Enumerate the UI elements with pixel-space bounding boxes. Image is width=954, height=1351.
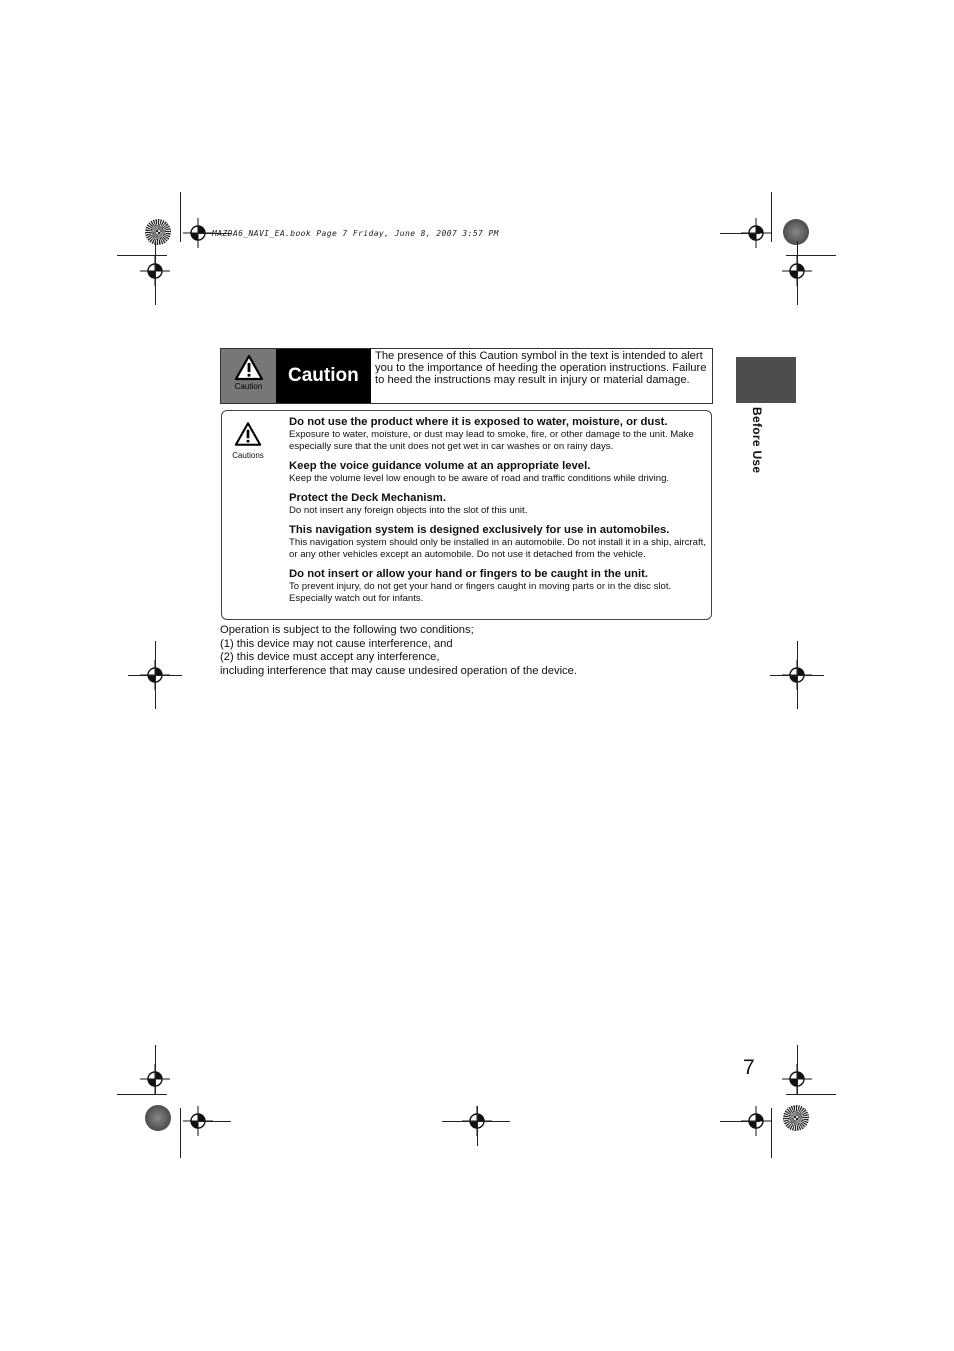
caution-item [289,492,707,517]
caution-item-heading: Protect the Deck Mechanism. [289,492,446,504]
crop-line [797,1045,798,1095]
crop-line [180,192,181,242]
cautions-icon-label: Cautions [232,451,264,460]
caution-item [289,568,707,605]
crop-line [477,1106,478,1146]
caution-title: Caution [288,365,359,386]
crop-line [155,1045,156,1095]
conditions-line: including interference that may cause undesired operation of the device. [220,664,577,677]
operating-conditions [220,624,700,678]
cautions-icon-group [232,421,264,460]
caution-icon-cell [221,349,276,403]
crop-line [720,233,760,234]
color-starburst-top-right [783,219,809,245]
crop-line [797,641,798,709]
caution-item-body: To prevent injury, do not get your hand or fingers caught in moving parts or in the disc slot. Especially watch out for infants. [289,581,672,604]
crop-line [786,1094,836,1095]
cautions-list [289,416,707,612]
conditions-line: (1) this device may not cause interference, and [220,637,453,650]
crop-line [771,192,772,242]
crop-line [180,1108,181,1158]
page-number: 7 [743,1056,755,1079]
cautions-box [221,410,712,620]
crop-line [117,1094,167,1095]
caution-item [289,524,707,561]
crop-line [155,241,156,305]
caution-header [220,348,713,404]
caution-item-body: Exposure to water, moisture, or dust may lead to smoke, fire, or other damage to the unit. Make especially sure that the unit does not get wet in car washes or on rainy days. [289,429,694,452]
crop-line [155,641,156,709]
caution-title-cell [276,349,371,403]
caution-item-heading: This navigation system is designed exclusively for use in automobiles. [289,524,670,536]
caution-description: The presence of this Caution symbol in the text is intended to alert you to the importance of heeding the operation instructions. Failure to heed the instructions may result in injury or material damage. [375,350,707,386]
warning-triangle-icon [234,421,262,447]
color-starburst-top-left [145,219,171,245]
conditions-line: Operation is subject to the following two conditions; [220,624,474,636]
section-tab-label: Before Use [750,407,764,474]
crop-line [195,1121,231,1122]
conditions-line: (2) this device must accept any interference, [220,651,440,664]
crop-line [720,1121,760,1122]
caution-item-heading: Do not insert or allow your hand or fingers to be caught in the unit. [289,568,648,580]
section-tab [736,357,796,403]
caution-item [289,460,707,485]
caution-icon-label: Caution [234,382,263,391]
caution-item-heading: Do not use the product where it is exposed to water, moisture, or dust. [289,416,668,428]
crop-line [771,1108,772,1158]
color-starburst-bottom-left [145,1105,171,1131]
color-starburst-bottom-right [783,1105,809,1131]
caution-item [289,416,707,453]
caution-item-body: This navigation system should only be installed in an automobile. Do not install it in a ship, aircraft, or any other vehicles except an automobile. Do not use it detached from the vehicle. [289,537,707,560]
caution-item-heading: Keep the voice guidance volume at an appropriate level. [289,460,591,472]
crop-line [442,1121,510,1122]
crop-line [797,241,798,305]
warning-triangle-icon [234,354,264,381]
print-slug: MAZDA6_NAVI_EA.book Page 7 Friday, June 8, 2007 3:57 PM [212,229,499,238]
caution-item-body: Do not insert any foreign objects into the slot of this unit. [289,505,528,516]
caution-item-body: Keep the volume level low enough to be aware of road and traffic conditions while driving. [289,473,670,484]
